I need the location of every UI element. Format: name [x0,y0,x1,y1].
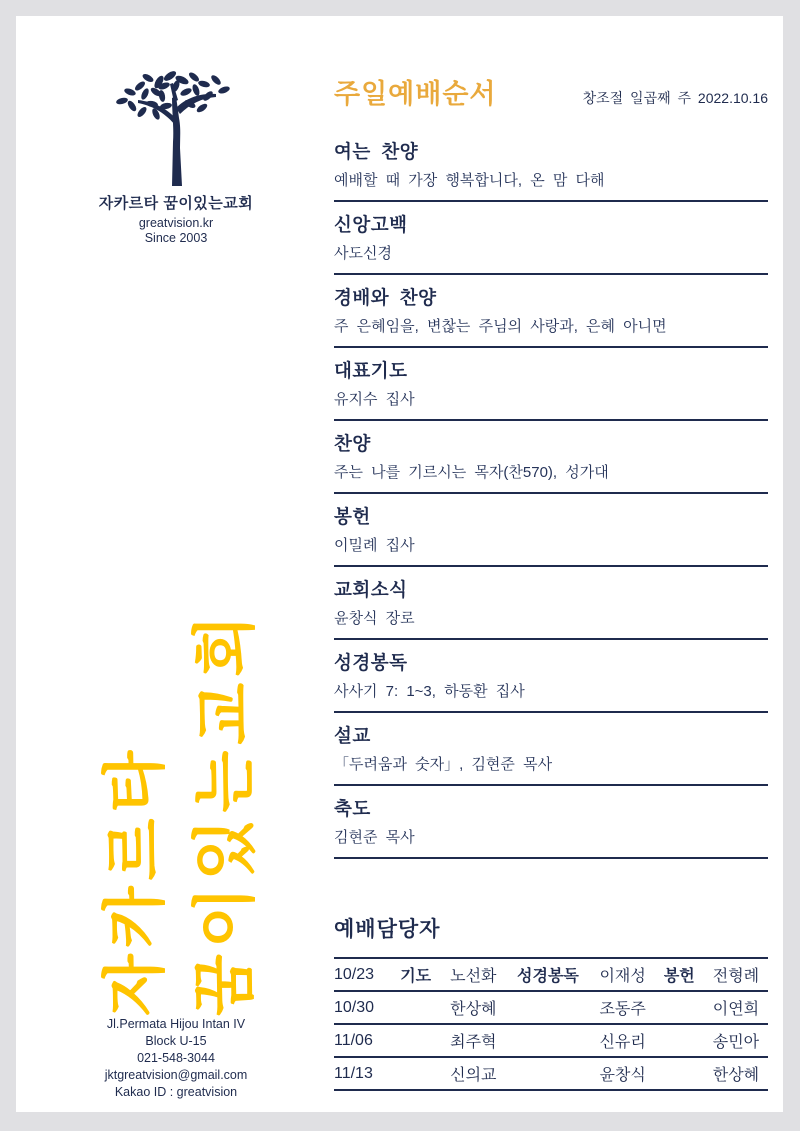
order-of-worship-section [334,72,768,859]
assignment-name-2: 윤창식 [599,1067,646,1084]
order-item [334,348,768,421]
assignment-date: 11/06 [334,1031,373,1049]
order-item-detail: 유지수 집사 [334,391,415,408]
assignment-name-2: 이재성 [599,968,646,985]
contact-block [56,1016,296,1101]
order-item-detail: 사사기 7: 1~3, 하동환 집사 [334,683,525,700]
order-item-label: 대표기도 [334,360,408,381]
assignment-role-3: 봉헌 [663,968,695,985]
tree-logo-icon [112,68,240,186]
vertical-wordmark-line2: 꿈이있는교회 [189,609,261,1016]
contact-email: jktgreatvision@gmail.com [104,1068,248,1082]
assignments-row [334,1023,768,1056]
order-item [334,640,768,713]
assignments-title: 예배담당자 [334,918,441,941]
order-item [334,275,768,348]
assignment-name-3: 이연희 [712,1001,760,1018]
assignment-name-1: 신의교 [450,1067,497,1084]
order-item [334,494,768,567]
order-item-detail: 예배할 때 가장 행복합니다, 온 맘 다해 [334,172,605,189]
logo-since: Since 2003 [144,231,208,245]
assignment-name-3: 송민아 [712,1034,760,1051]
vertical-wordmark-line1: 자카르타 [99,744,171,1016]
order-item [334,202,768,275]
assignment-name-1: 한상혜 [450,1001,497,1018]
vertical-wordmark [90,566,272,1016]
order-item-label: 성경봉독 [334,652,408,673]
bulletin-page [16,16,783,1112]
order-item-detail: 사도신경 [334,245,392,262]
order-item-label: 신앙고백 [334,214,408,235]
order-item-label: 교회소식 [334,579,408,600]
assignment-name-3: 전형례 [712,968,760,985]
assignments-row [334,990,768,1023]
assignment-name-2: 신유리 [599,1034,646,1051]
contact-address-line2: Block U-15 [145,1034,207,1048]
main-header [334,72,768,111]
page-title: 주일예배순서 [334,79,497,109]
order-item-label: 찬양 [334,433,371,454]
order-item-label: 경배와 찬양 [334,287,437,308]
assignment-name-1: 최주혁 [450,1034,497,1051]
assignments-section [334,913,768,1091]
assignment-date: 11/13 [334,1064,373,1082]
order-item-detail: 주는 나를 기르시는 목자(찬570), 성가대 [334,464,609,481]
order-item-label: 축도 [334,798,371,819]
logo-church-name: 자카르타 꿈이있는교회 [98,195,254,212]
assignment-role-2: 성경봉독 [517,968,579,985]
assignments-row [334,957,768,990]
order-item [334,786,768,859]
order-item-detail: 윤창식 장로 [334,610,415,627]
assignment-role-1: 기도 [400,968,432,985]
assignment-name-2: 조동주 [599,1001,646,1018]
church-logo-block [56,68,296,245]
order-item [334,713,768,786]
order-item [334,129,768,202]
order-item-label: 여는 찬양 [334,141,419,162]
order-item [334,421,768,494]
assignments-table [334,957,768,1091]
service-date: 창조절 일곱째 주 2022.10.16 [582,90,768,106]
order-item-detail: 「두려움과 숫자」, 김현준 목사 [334,756,553,773]
contact-address-line1: Jl.Permata Hijou Intan IV [106,1017,246,1031]
order-item-label: 설교 [334,725,371,746]
assignments-row [334,1056,768,1089]
order-item-detail: 주 은혜임을, 변찮는 주님의 사랑과, 은혜 아니면 [334,318,667,335]
assignment-name-1: 노선화 [450,968,497,985]
assignment-name-3: 한상혜 [712,1067,760,1084]
order-item-detail: 이밀례 집사 [334,537,415,554]
assignment-date: 10/23 [334,965,375,983]
order-item-detail: 김현준 목사 [334,829,415,846]
logo-website: greatvision.kr [138,216,214,230]
assignment-date: 10/30 [334,998,375,1016]
order-item [334,567,768,640]
contact-phone: 021-548-3044 [137,1051,215,1065]
order-of-worship-list [334,129,768,859]
contact-kakao-id: Kakao ID : greatvision [114,1085,238,1099]
order-item-label: 봉헌 [334,506,371,527]
